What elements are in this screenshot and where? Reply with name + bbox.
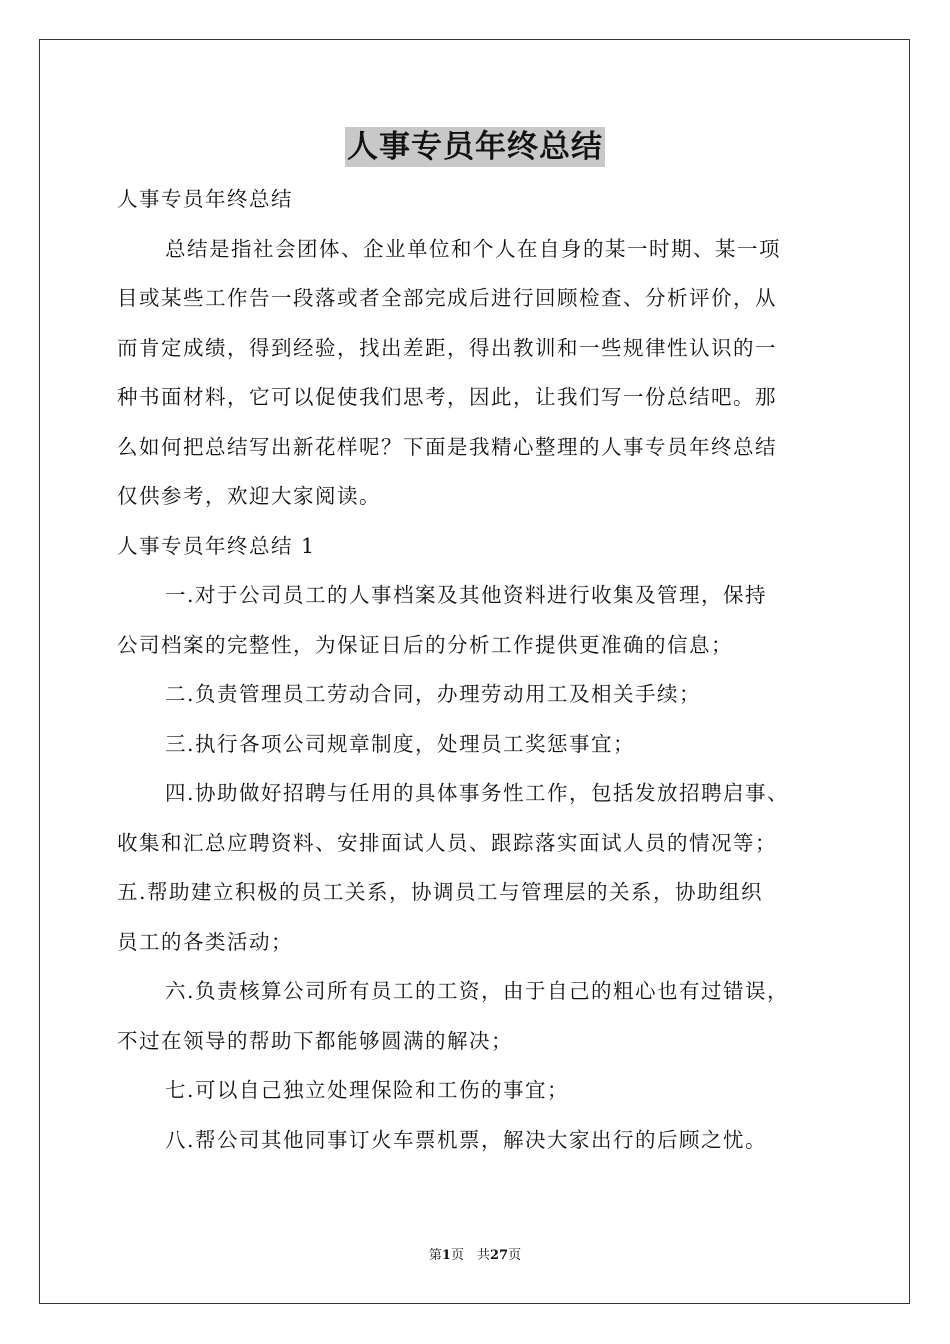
text-line: 三.执行各项公司规章制度，处理员工奖惩事宜； — [165, 731, 636, 756]
document-title: 人事专员年终总结 — [347, 129, 603, 165]
text-line: 仅供参考，欢迎大家阅读。 — [117, 484, 381, 508]
text-line: 人事专员年终总结 1 — [117, 533, 316, 558]
title-container — [0, 127, 950, 167]
text-line: 而肯定成绩，得到经验，找出差距，得出教训和一些规律性认识的一 — [117, 335, 777, 360]
footer-page-number: 1 — [441, 1248, 451, 1263]
text-line: 四.协助做好招聘与任用的具体事务性工作，包括发放招聘启事、 — [165, 781, 790, 805]
text-line: 种书面材料，它可以促使我们思考，因此，让我们写一份总结吧。那 — [117, 385, 777, 409]
text-line: 六.负责核算公司所有员工的工资，由于自己的粗心也有过错误， — [165, 979, 790, 1003]
text-line: 员工的各类活动； — [117, 929, 293, 954]
text-line: 不过在领导的帮助下都能够圆满的解决； — [117, 1028, 513, 1053]
footer-prefix: 第 — [428, 1248, 442, 1263]
footer-total-pages: 27 — [489, 1248, 509, 1263]
footer-mid: 页 共 — [450, 1248, 490, 1263]
text-line: 么如何把总结写出新花样呢？下面是我精心整理的人事专员年终总结 — [117, 434, 777, 459]
text-line: 人事专员年终总结 — [117, 187, 293, 211]
page-footer — [0, 1248, 950, 1264]
document-body — [117, 175, 837, 1165]
text-line: 八.帮公司其他同事订火车票机票，解决大家出行的后顾之忧。 — [165, 1127, 768, 1152]
text-line: 七.可以自己独立处理保险和工伤的事宜； — [165, 1078, 570, 1102]
text-line: 一.对于公司员工的人事档案及其他资料进行收集及管理，保持 — [165, 583, 768, 607]
footer-suffix: 页 — [508, 1248, 522, 1263]
text-line: 收集和汇总应聘资料、安排面试人员、跟踪落实面试人员的情况等； — [117, 830, 777, 855]
text-line: 公司档案的完整性，为保证日后的分析工作提供更准确的信息； — [117, 632, 733, 657]
text-line: 五.帮助建立积极的员工关系，协调员工与管理层的关系，协助组织 — [117, 880, 764, 904]
text-line: 总结是指社会团体、企业单位和个人在自身的某一时期、某一项 — [165, 236, 781, 261]
text-line: 二.负责管理员工劳动合同，办理劳动用工及相关手续； — [165, 682, 702, 706]
text-line: 目或某些工作告一段落或者全部完成后进行回顾检查、分析评价，从 — [117, 286, 777, 310]
